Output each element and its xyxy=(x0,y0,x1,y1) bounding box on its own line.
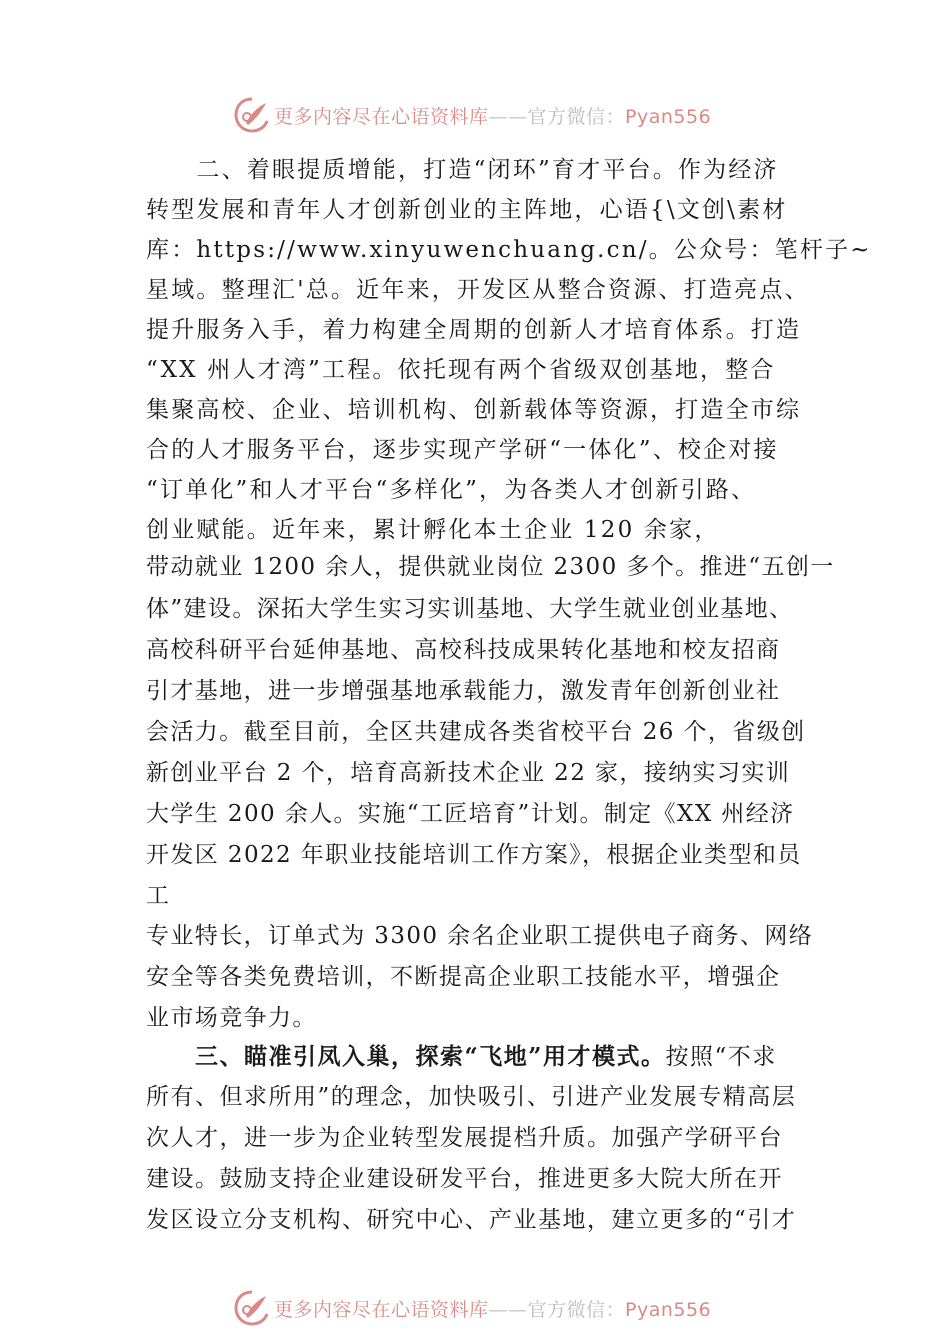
text-line: 创业赋能。近年来，累计孵化本土企业 120 余家， xyxy=(146,517,720,543)
text-line: 会活力。截至目前，全区共建成各类省校平台 26 个，省级创 xyxy=(146,719,806,745)
text-line: 集聚高校、企业、培训机构、创新载体等资源，打造全市综 xyxy=(146,397,802,423)
paragraph-3 xyxy=(146,916,846,1039)
banner-wechat-id: Pyan556 xyxy=(625,1298,712,1321)
text-line: 开发区 2022 年职业技能培训工作方案》，根据企业类型和员 xyxy=(146,842,802,868)
text-line xyxy=(146,1036,846,1077)
text-line: 二、着眼提质增能，打造“闭环”育才平台。作为经济 xyxy=(146,157,779,183)
text-line: 体”建设。深拓大学生实习实训基地、大学生就业创业基地、 xyxy=(146,596,794,622)
header-banner xyxy=(232,95,711,135)
section-heading: 三、瞄准引凤入巢，探索“飞地”用才模式。 xyxy=(146,1043,666,1070)
banner-wechat-label: 官方微信： xyxy=(527,105,626,128)
text-line: “订单化”和人才平台“多样化”，为各类人才创新引路、 xyxy=(146,477,757,503)
text-line: 工 xyxy=(146,883,171,909)
paragraph-2 xyxy=(146,546,846,917)
text-line: 发区设立分支机构、研究中心、产业基地，建立更多的“引才 xyxy=(146,1207,797,1233)
paragraph-4 xyxy=(146,1036,846,1241)
paragraph-1 xyxy=(146,150,872,550)
banner-library-text: 更多内容尽在心语资料库 xyxy=(274,105,489,128)
text-line: 大学生 200 余人。实施“工匠培育”计划。制定《XX 州经济 xyxy=(146,801,795,827)
banner-wechat-label: 官方微信： xyxy=(527,1298,626,1321)
quill-logo-icon xyxy=(232,95,272,135)
text-line: “XX 州人才湾”工程。依托现有两个省级双创基地，整合 xyxy=(146,357,776,383)
text-line: 次人才，进一步为企业转型发展提档升质。加强产学研平台 xyxy=(146,1125,783,1151)
footer-banner xyxy=(232,1288,711,1328)
text-line: 所有、但求所用”的理念，加快吸引、引进产业发展专精高层 xyxy=(146,1084,797,1110)
banner-separator: —— xyxy=(488,1298,528,1321)
text-line: 引才基地，进一步增强基地承载能力，激发青年创新创业社 xyxy=(146,678,781,704)
banner-text xyxy=(274,102,711,129)
banner-text xyxy=(274,1295,711,1322)
text-line: 合的人才服务平台，逐步实现产学研“一体化”、校企对接 xyxy=(146,437,779,463)
text-line: 建设。鼓励支持企业建设研发平台，推进更多大院大所在开 xyxy=(146,1166,783,1192)
text-line: 高校科研平台延伸基地、高校科技成果转化基地和校友招商 xyxy=(146,637,781,663)
text-line: 转型发展和青年人才创新创业的主阵地，心语{\文创\素材 xyxy=(146,197,788,223)
text-line: 星域。整理汇'总。近年来，开发区从整合资源、打造亮点、 xyxy=(146,277,810,303)
text-line: 带动就业 1200 余人，提供就业岗位 2300 多个。推进“五创一 xyxy=(146,554,835,580)
text-run: 按照“不求 xyxy=(665,1044,777,1070)
text-line: 专业特长，订单式为 3300 余名企业职工提供电子商务、网络 xyxy=(146,923,814,949)
text-line: 安全等各类免费培训，不断提高企业职工技能水平，增强企 xyxy=(146,964,781,990)
text-line: 提升服务入手，着力构建全周期的创新人才培育体系。打造 xyxy=(146,317,802,343)
text-line: 新创业平台 2 个，培育高新技术企业 22 家，接纳实习实训 xyxy=(146,760,791,786)
quill-logo-icon xyxy=(232,1288,272,1328)
text-line: 库：https://www.xinyuwenchuang.cn/。公众号：笔杆子~ xyxy=(146,237,872,263)
banner-wechat-id: Pyan556 xyxy=(625,105,712,128)
banner-separator: —— xyxy=(488,105,528,128)
banner-library-text: 更多内容尽在心语资料库 xyxy=(274,1298,489,1321)
text-line: 业市场竞争力。 xyxy=(146,1005,317,1031)
